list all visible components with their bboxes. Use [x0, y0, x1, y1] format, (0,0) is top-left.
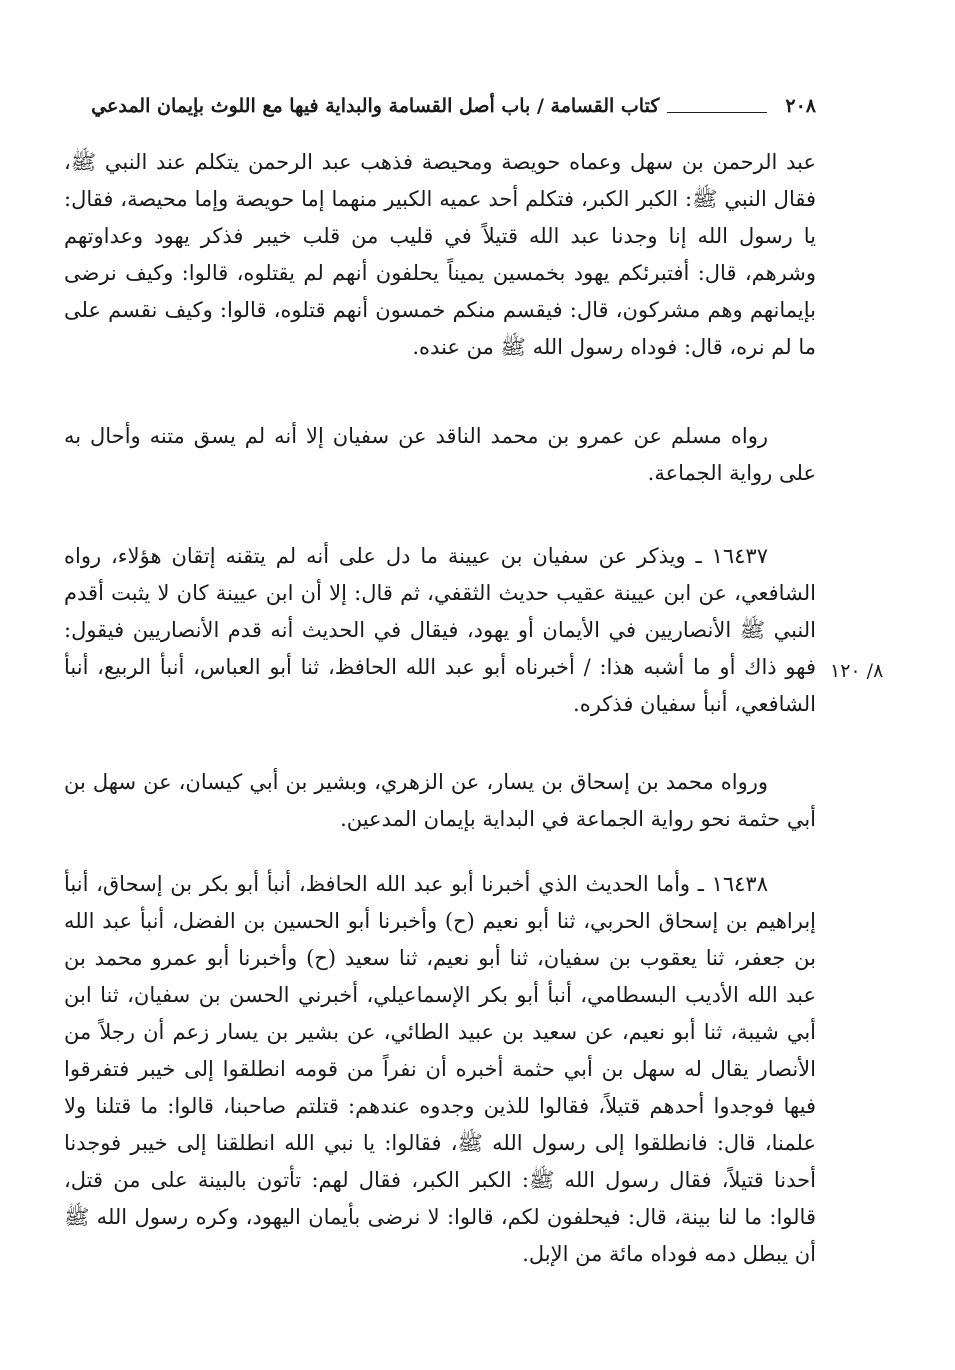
paragraph-5-hadith-16438: ١٦٤٣٨ ـ وأما الحديث الذي أخبرنا أبو عبد الله الحافظ، أنبأ أبو بكر بن إسحاق، أنبأ إبراهيم بن إسحاق الحربي، ثنا أبو نعيم (ح) وأخبرنا أبو الحسين بن الفضل، أنبأ عبد الله بن جعفر، ثنا يعقوب بن سفيان، ثنا أبو نعيم، ثنا سعيد (ح) وأخبرنا أبو عمرو محمد بن عبد الله الأديب البسطامي، أنبأ أبو بكر الإسماعيلي، أخبرني الحسن بن سفيان، ثنا ابن أبي شيبة، ثنا أبو نعيم، عن سعيد بن عبيد الطائي، عن بشير بن يسار زعم أن رجلاً من الأنصار يقال له سهل بن أبي حثمة أخبره أن نفراً من قومه انطلقوا إلى خيبر فتفرقوا فيها فوجدوا أحدهم قتيلاً، فقالوا للذين وجدوه عندهم: قتلتم صاحبنا، قالوا: ما قتلنا ولا علمنا، قال: فانطلقوا إلى رسول الله ﷺ، فقالوا: يا نبي الله انطلقنا إلى خيبر فوجدنا أحدنا قتيلاً، فقال رسول الله ﷺ: الكبر الكبر، فقال لهم: تأتون بالبينة على من قتل، قالوا: ما لنا بينة، قال: فيحلفون لكم، قالوا: لا نرضى بأيمان اليهود، وكره رسول الله ﷺ أن يبطل دمه فوداه مائة من الإبل.	[64, 872, 816, 1266]
header-rule	[667, 112, 767, 113]
paragraph-3-hadith-16437: ١٦٤٣٧ ـ ويذكر عن سفيان بن عيينة ما دل على أنه لم يتقنه إتقان هؤلاء، رواه الشافعي، عن ابن عيينة عقيب حديث الثقفي، ثم قال: إلا أن ابن عيينة كان لا يثبت أقدم النبي ﷺ الأنصاريين في الأيمان أو يهود، فيقال في الحديث أنه قدم الأنصاريين فيقول: فهو ذاك أو ما أشبه هذا: / أخبرناه أبو عبد الله الحافظ، ثنا أبو العباس، أنبأ الربيع، أنبأ الشافعي، أنبأ سفيان فذكره.	[64, 544, 816, 716]
paragraph-1: عبد الرحمن بن سهل وعماه حويصة ومحيصة فذهب عبد الرحمن يتكلم عند النبي ﷺ، فقال النبي ﷺ: الكبر الكبر، فتكلم أحد عميه الكبير منهما إما حويصة وإما محيصة، فقال: يا رسول الله إنا وجدنا عبد الله قتيلاً في قليب من قلب خيبر فذكر يهود وعداوتهم وشرهم، قال: أفتبرئكم يهود بخمسين يميناً يحلفون أنهم لم يقتلوه، قالوا: وكيف نرضى بإيمانهم وهم مشركون، قال: فيقسم منكم خمسون أنهم قتلوه، قالوا: وكيف نقسم على ما لم نره، قال: فوداه رسول الله ﷺ من عنده.	[64, 150, 816, 359]
paragraph-2: رواه مسلم عن عمرو بن محمد الناقد عن سفيان إلا أنه لم يسق متنه وأحال به على رواية الجماعة.	[64, 424, 816, 485]
margin-reference: ٨/ ١٢٠	[830, 660, 884, 682]
paragraph-4: ورواه محمد بن إسحاق بن يسار، عن الزهري، وبشير بن أبي كيسان، عن سهل بن أبي حثمة نحو رواية الجماعة في البداية بإيمان المدعين.	[64, 770, 816, 831]
header-title: كتاب القسامة / باب أصل القسامة والبداية فيها مع اللوث بإيمان المدعي	[91, 95, 660, 117]
running-header	[62, 88, 816, 124]
page-number: ٢٠٨	[785, 95, 816, 117]
